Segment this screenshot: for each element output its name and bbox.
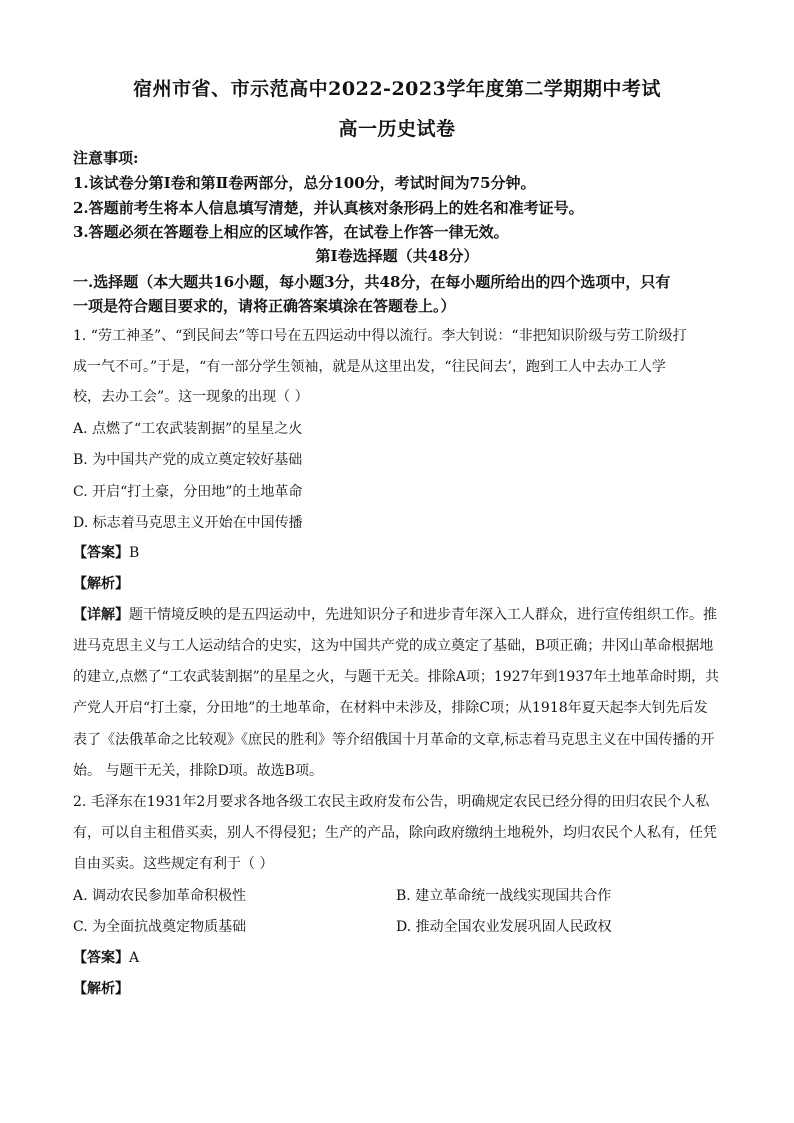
notice-heading: 注意事项: (73, 149, 139, 167)
analysis-tag: 【解析】 (73, 576, 129, 592)
q2-stem-3: 自由买卖。这些规定有利于（ ） (73, 856, 274, 872)
q1-detail-2: 进马克思主义与工人运动结合的史实，这为中国共产党的成立奠定了基础，B项正确；井冈山革命根据地 (73, 638, 714, 654)
q2-option-d: D. 推动全国农业发展巩固人民政权 (396, 919, 612, 935)
section-instructions-2: 一项是符合题目要求的，请将正确答案填涂在答题卷上。） (73, 297, 456, 315)
notice-item-3: 3.答题必须在答题卷上相应的区域作答，在试卷上作答一律无效。 (73, 223, 509, 241)
section-instructions-1: 一.选择题（本大题共16小题，每小题3分，共48分，在每小题所给出的四个选项中，只有 (73, 273, 671, 291)
q1-option-c: C. 开启“打土豪，分田地”的土地革命 (73, 484, 303, 500)
section-title: 第Ⅰ卷选择题（共48分） (315, 247, 479, 265)
q2-answer (73, 947, 139, 967)
q2-stem-2: 有，可以自主租借买卖，别人不得侵犯；生产的产品，除向政府缴纳土地税外，均归农民个人私有，任凭 (73, 825, 717, 841)
q2-option-b: B. 建立革命统一战线实现国共合作 (396, 888, 612, 904)
q1-option-b: B. 为中国共产党的成立奠定较好基础 (73, 452, 303, 468)
q1-detail-4: 产党人开启“打土豪，分田地”的土地革命，在材料中未涉及，排除C项；从1918年夏天起李大钊先后发 (73, 700, 708, 716)
answer-tag: 【答案】 (73, 950, 129, 966)
detail-tag: 【详解】 (73, 607, 129, 623)
q2-option-a: A. 调动农民参加革命积极性 (73, 888, 247, 904)
q2-analysis (73, 978, 129, 998)
q2-stem-1: 2. 毛泽东在1931年2月要求各地各级工农民主政府发布公告，明确规定农民已经分得的田归农民个人私 (73, 794, 710, 810)
q1-stem-1: 1. “劳工神圣”、“到民间去”等口号在五四运动中得以流行。李大钊说：“非把知识阶级与劳工阶级打 (73, 328, 687, 344)
q1-answer (73, 542, 139, 562)
notice-item-1: 1.该试卷分第Ⅰ卷和第Ⅱ卷两部分，总分100分，考试时间为75分钟。 (73, 174, 536, 192)
answer-tag: 【答案】 (73, 545, 129, 561)
q1-analysis (73, 573, 129, 593)
q1-option-a: A. 点燃了“工农武装割据”的星星之火 (73, 421, 303, 437)
detail-text: 题干情境反映的是五四运动中，先进知识分子和进步青年深入工人群众，进行宣传组织工作。推 (129, 607, 717, 623)
notice-item-2: 2.答题前考生将本人信息填写清楚，并认真核对条形码上的姓名和准考证号。 (73, 199, 584, 217)
q1-option-d: D. 标志着马克思主义开始在中国传播 (73, 515, 303, 531)
q1-stem-3: 校，去办工会”。这一现象的出现（ ） (73, 389, 309, 405)
q1-stem-2: 成一气不可。”于是，“有一部分学生领袖，就是从这里出发，“往民间去’，跑到工人中去办工人学 (73, 359, 666, 375)
q1-detail-3: 的建立,点燃了“工农武装割据”的星星之火，与题干无关。排除A项；1927年到1937年土地革命时期，共 (73, 669, 720, 685)
page-subtitle: 高一历史试卷 (338, 118, 456, 140)
q2-option-c: C. 为全面抗战奠定物质基础 (73, 919, 247, 935)
answer-value: B (129, 545, 140, 561)
q1-detail-1 (73, 604, 717, 624)
q1-detail-5: 表了《法俄革命之比较观》《庶民的胜利》等介绍俄国十月革命的文章,标志着马克思主义在中国传播的开 (73, 732, 715, 748)
q1-detail-6: 始。 与题干无关，排除D项。故选B项。 (73, 763, 323, 779)
answer-value: A (129, 950, 140, 966)
page-title: 宿州市省、市示范高中2022-2023学年度第二学期期中考试 (133, 78, 661, 100)
analysis-tag: 【解析】 (73, 981, 129, 997)
